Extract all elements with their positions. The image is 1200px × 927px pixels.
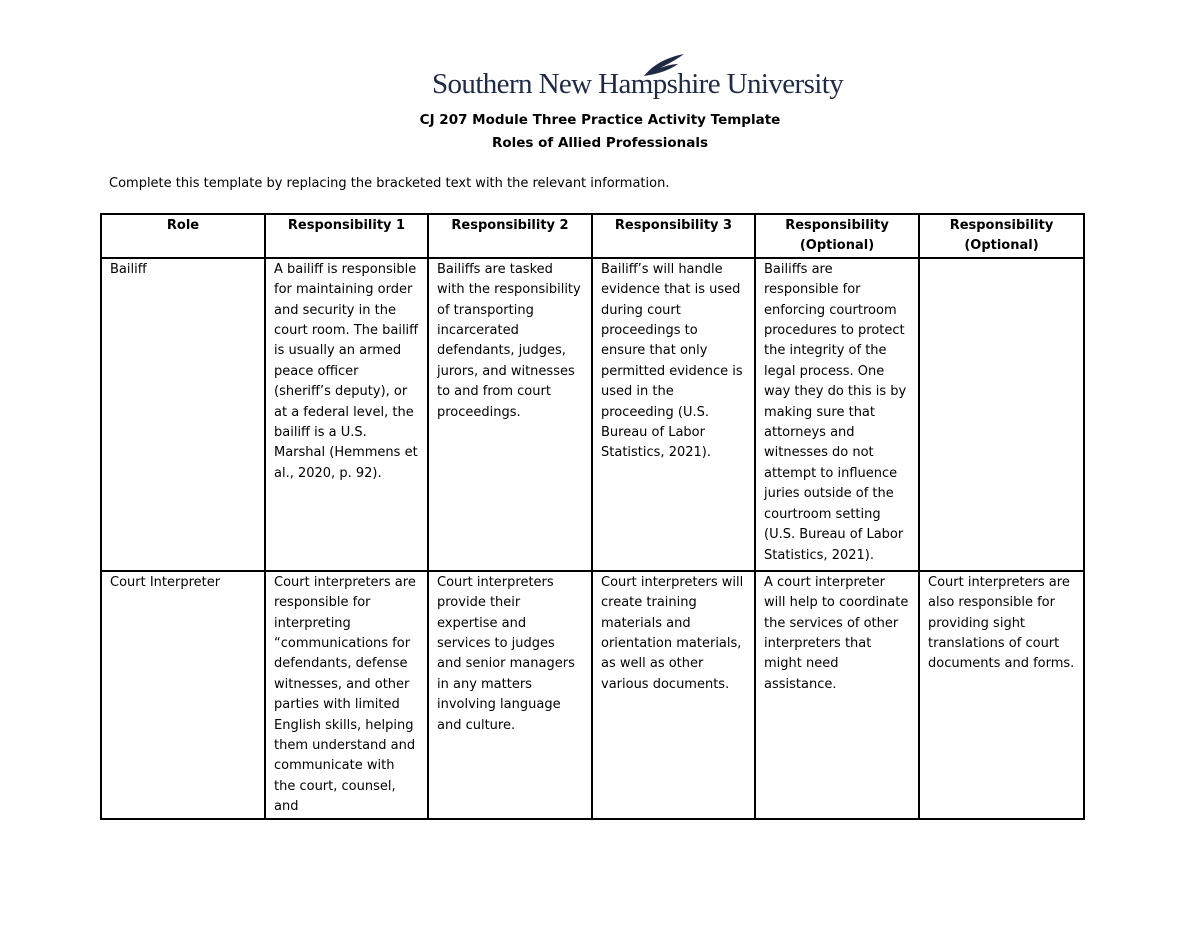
responsibility-cell: Court interpreters will create training materials and orientation materials, as well as other various documents. bbox=[592, 571, 755, 819]
header-responsibility-3: Responsibility 3 bbox=[592, 214, 755, 258]
responsibility-cell: Bailiff’s will handle evidence that is used during court proceedings to ensure that only permitted evidence is used in the proceeding (U.S. Bureau of Labor Statistics, 2021). bbox=[592, 258, 755, 571]
responsibility-cell: Bailiffs are responsible for enforcing courtroom procedures to protect the integrity of the legal process. One way they do this is by making sure that attorneys and witnesses do not attempt to influence juries outside of the courtroom setting (U.S. Bureau of Labor Statistics, 2021). bbox=[755, 258, 919, 571]
header-responsibility-2: Responsibility 2 bbox=[428, 214, 592, 258]
responsibility-cell: Court interpreters provide their expertise and services to judges and senior managers in any matters involving language and culture. bbox=[428, 571, 592, 819]
responsibility-cell: Court interpreters are responsible for interpreting “communications for defendants, defense witnesses, and other parties with limited English skills, helping them understand and communicate with the court, counsel, and bbox=[265, 571, 428, 819]
role-cell: Court Interpreter bbox=[101, 571, 265, 819]
instructions-text: Complete this template by replacing the bracketed text with the relevant information. bbox=[109, 176, 670, 191]
responsibility-cell: Court interpreters are also responsible for providing sight translations of court documents and forms. bbox=[919, 571, 1084, 819]
document-title: CJ 207 Module Three Practice Activity Template bbox=[419, 112, 781, 128]
header-role: Role bbox=[101, 214, 265, 258]
header-responsibility-1: Responsibility 1 bbox=[265, 214, 428, 258]
responsibility-cell: A bailiff is responsible for maintaining order and security in the court room. The bailiff is usually an armed peace officer (sheriff’s deputy), or at a federal level, the bailiff is a U.S. Marshal (Hemmens et al., 2020, p. 92). bbox=[265, 258, 428, 571]
responsibility-cell: A court interpreter will help to coordinate the services of other interpreters that might need assistance. bbox=[755, 571, 919, 819]
table-row-bailiff bbox=[101, 258, 1084, 571]
role-cell: Bailiff bbox=[101, 258, 265, 571]
header-responsibility-optional-1: Responsibility (Optional) bbox=[755, 214, 919, 258]
table-row-court-interpreter bbox=[101, 571, 1084, 819]
header-responsibility-optional-2: Responsibility (Optional) bbox=[919, 214, 1084, 258]
university-name: Southern New Hampshire University bbox=[432, 68, 844, 100]
responsibility-cell: Bailiffs are tasked with the responsibility of transporting incarcerated defendants, judges, jurors, and witnesses to and from court proceedings. bbox=[428, 258, 592, 571]
responsibility-cell bbox=[919, 258, 1084, 571]
document-subtitle: Roles of Allied Professionals bbox=[491, 135, 709, 151]
university-logo bbox=[432, 52, 844, 104]
table-header-row bbox=[101, 214, 1084, 258]
roles-table bbox=[100, 213, 1085, 820]
